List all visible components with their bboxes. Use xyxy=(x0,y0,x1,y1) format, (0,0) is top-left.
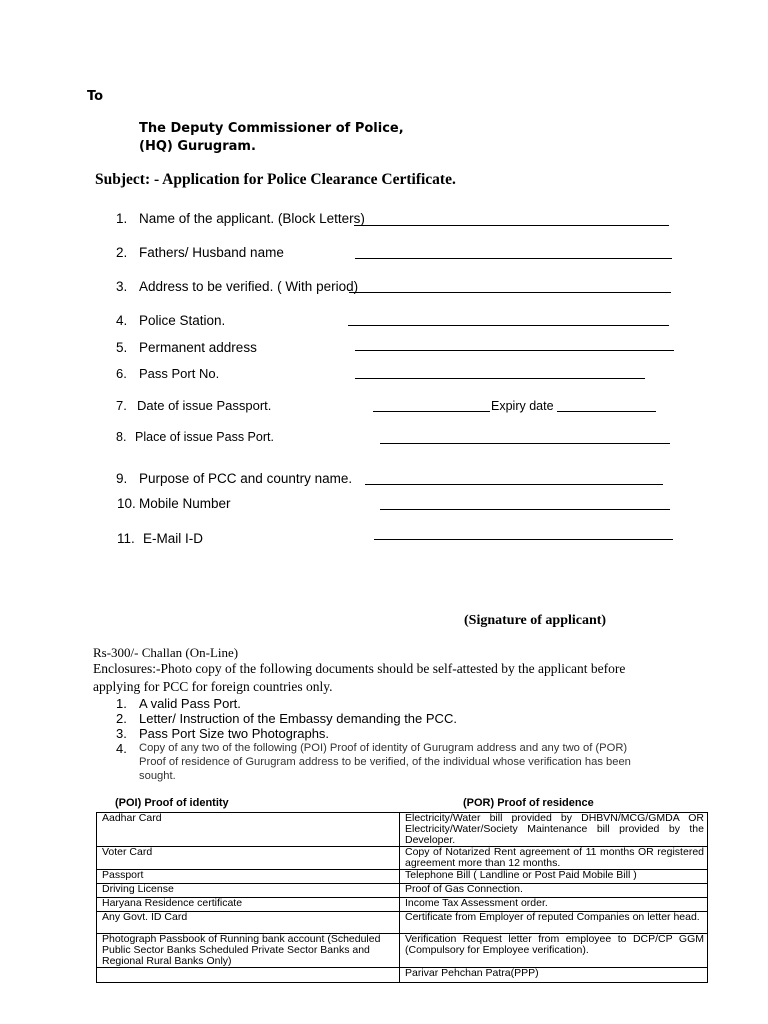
field-4-blank[interactable] xyxy=(348,325,669,326)
field-1-number: 1. xyxy=(116,211,128,226)
por-cell: Income Tax Assessment order. xyxy=(400,898,708,912)
poi-cell: Aadhar Card xyxy=(97,813,400,847)
field-11-label: E-Mail I-D xyxy=(143,531,203,546)
field-1-blank[interactable] xyxy=(354,225,669,226)
addressee-line-1: The Deputy Commissioner of Police, xyxy=(139,121,404,136)
poi-cell: Driving License xyxy=(97,884,400,898)
field-6-label: Pass Port No. xyxy=(139,366,220,381)
field-3-label: Address to be verified. ( With period) xyxy=(139,279,359,294)
poi-cell xyxy=(97,968,400,983)
field-11-blank[interactable] xyxy=(374,539,673,540)
field-7-expiry-label: Expiry date xyxy=(491,399,554,413)
field-10-number: 10. xyxy=(117,496,136,511)
poi-header: (POI) Proof of identity xyxy=(115,797,229,809)
field-6-blank[interactable] xyxy=(355,378,645,379)
field-1-label: Name of the applicant. (Block Letters) xyxy=(139,211,365,226)
por-cell: Telephone Bill ( Landline or Post Paid Mobile Bill ) xyxy=(400,870,708,884)
por-cell: Parivar Pehchan Patra(PPP) xyxy=(400,968,708,983)
field-7-label: Date of issue Passport. xyxy=(137,398,272,413)
subject-line: Subject: - Application for Police Clearance Certificate. xyxy=(95,171,456,188)
field-10-blank[interactable] xyxy=(380,509,670,510)
field-8-number: 8. xyxy=(116,430,127,444)
enclosure-2-text: Letter/ Instruction of the Embassy demanding the PCC. xyxy=(139,711,457,726)
poi-cell: Voter Card xyxy=(97,847,400,870)
table-row xyxy=(97,813,708,847)
enclosures-line-2: applying for PCC for foreign countries only. xyxy=(93,679,333,694)
table-row xyxy=(97,934,708,968)
poi-cell: Passport xyxy=(97,870,400,884)
por-cell: Certificate from Employer of reputed Companies on letter head. xyxy=(400,912,708,934)
table-row xyxy=(97,898,708,912)
field-9-blank[interactable] xyxy=(365,484,663,485)
fee-line: Rs-300/- Challan (On-Line) xyxy=(93,645,239,660)
field-10-label: Mobile Number xyxy=(139,496,231,511)
field-11-number: 11. xyxy=(117,531,135,546)
field-2-label: Fathers/ Husband name xyxy=(139,245,284,260)
enclosure-4-line-1: Copy of any two of the following (POI) Proof of identity of Gurugram address and any two of (POR) xyxy=(139,742,628,754)
field-5-number: 5. xyxy=(116,340,128,355)
por-cell: Electricity/Water bill provided by DHBVN/MCG/GMDA OR Electricity/Water/Society Maintenance bill provided by the Developer. xyxy=(400,813,708,847)
por-cell: Proof of Gas Connection. xyxy=(400,884,708,898)
table-row xyxy=(97,912,708,934)
field-8-blank[interactable] xyxy=(380,443,670,444)
field-4-label: Police Station. xyxy=(139,313,226,328)
field-6-number: 6. xyxy=(116,366,127,381)
enclosure-1-text: A valid Pass Port. xyxy=(139,696,241,711)
field-3-number: 3. xyxy=(116,279,128,294)
field-7-expiry-blank[interactable] xyxy=(557,411,656,412)
field-4-number: 4. xyxy=(116,313,128,328)
enclosure-1-number: 1. xyxy=(116,696,127,711)
field-2-blank[interactable] xyxy=(355,258,672,259)
enclosures-line-1: Enclosures:-Photo copy of the following documents should be self-attested by the applicant before xyxy=(93,661,626,676)
field-7-issue-blank[interactable] xyxy=(373,411,490,412)
field-3-blank[interactable] xyxy=(349,292,671,293)
enclosure-3-number: 3. xyxy=(116,726,127,741)
table-row xyxy=(97,968,708,983)
field-5-label: Permanent address xyxy=(139,340,257,355)
signature-label: (Signature of applicant) xyxy=(464,613,607,628)
to-label: To xyxy=(87,89,104,104)
poi-cell: Any Govt. ID Card xyxy=(97,912,400,934)
enclosure-4-line-2: Proof of residence of Gurugram address to be verified, of the individual whose verification has been xyxy=(139,756,631,768)
field-2-number: 2. xyxy=(116,245,128,260)
field-5-blank[interactable] xyxy=(355,350,674,351)
table-row xyxy=(97,847,708,870)
enclosure-3-text: Pass Port Size two Photographs. xyxy=(139,726,330,741)
addressee-line-2: (HQ) Gurugram. xyxy=(139,139,256,154)
proof-table xyxy=(96,812,708,983)
por-cell: Verification Request letter from employee to DCP/CP GGM (Compulsory for Employee verification). xyxy=(400,934,708,968)
field-9-number: 9. xyxy=(116,471,128,486)
enclosure-2-number: 2. xyxy=(116,711,127,726)
field-9-label: Purpose of PCC and country name. xyxy=(139,471,353,486)
por-header: (POR) Proof of residence xyxy=(463,797,594,809)
poi-cell: Photograph Passbook of Running bank account (Scheduled Public Sector Banks Scheduled Private Sector Banks and Regional Rural Banks Only) xyxy=(97,934,400,968)
enclosure-4-line-3: sought. xyxy=(139,770,176,782)
field-7-number: 7. xyxy=(116,398,127,413)
por-cell: Copy of Notarized Rent agreement of 11 months OR registered agreement more than 12 months. xyxy=(400,847,708,870)
poi-cell: Haryana Residence certificate xyxy=(97,898,400,912)
table-row xyxy=(97,870,708,884)
table-row xyxy=(97,884,708,898)
field-8-label: Place of issue Pass Port. xyxy=(135,430,274,444)
enclosure-4-number: 4. xyxy=(116,741,127,756)
